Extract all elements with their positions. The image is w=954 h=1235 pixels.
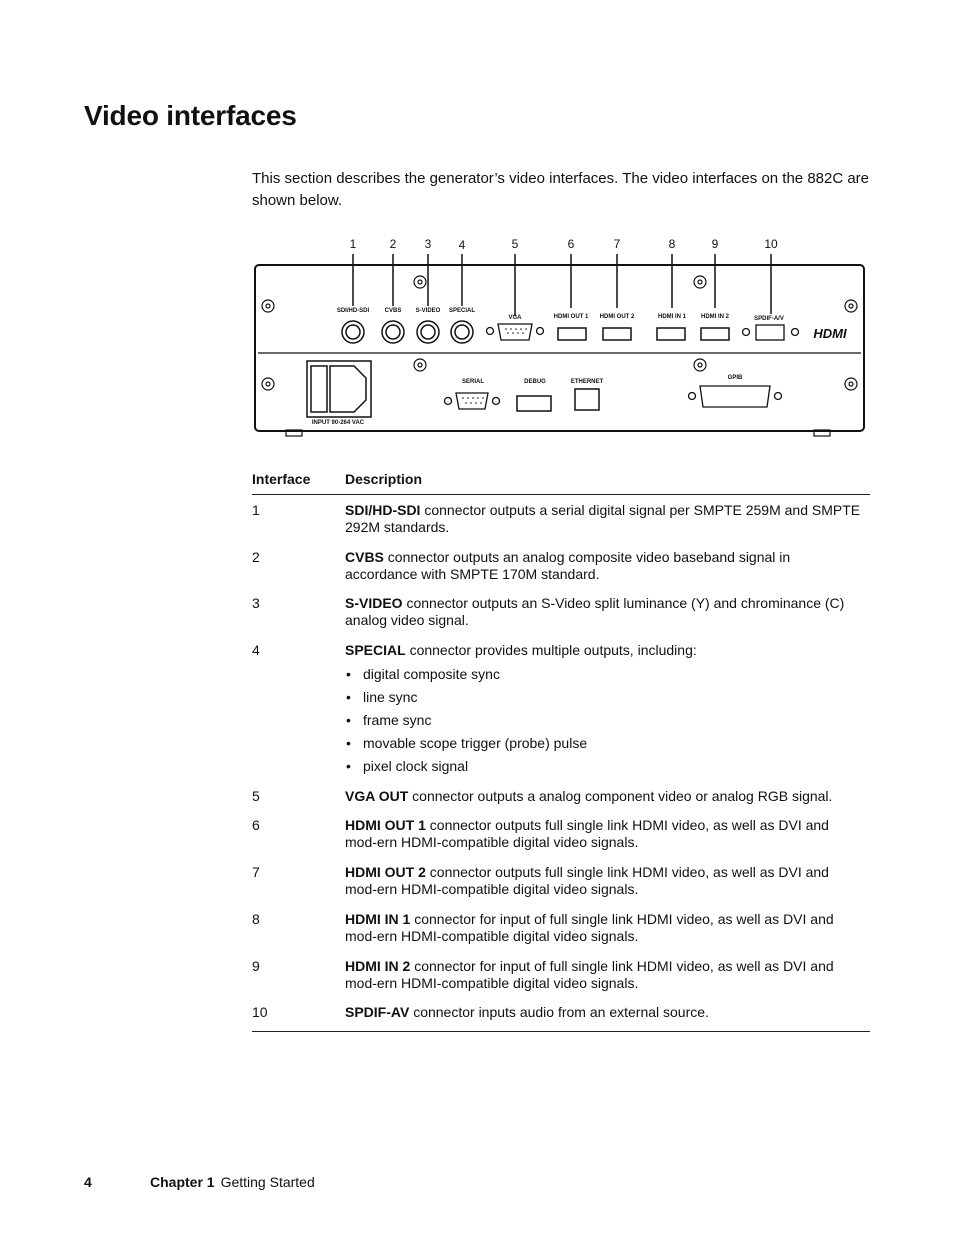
- table-row: [252, 595, 870, 629]
- rear-panel-diagram: [250, 232, 870, 444]
- row-term: SPDIF-AV: [345, 1004, 410, 1020]
- row-term: HDMI IN 2: [345, 958, 411, 974]
- label-hdmi-out-1: HDMI OUT 1: [553, 314, 589, 320]
- row-number: 1: [252, 502, 260, 518]
- row-number: 5: [252, 788, 260, 804]
- row-description: [345, 549, 870, 583]
- callout-10: 10: [764, 237, 778, 251]
- screws: [262, 276, 857, 390]
- label-gpib: GPIB: [727, 375, 743, 381]
- connector-hdmi-in-1: [657, 328, 685, 340]
- row-description: [345, 788, 870, 805]
- row-text: connector for input of full single link HDMI video, as well as DVI and mod-ern HDMI-compatible digital video signals.: [345, 958, 834, 991]
- callout-4: 4: [458, 238, 466, 252]
- callout-5: 5: [511, 237, 519, 251]
- bullet-list: [345, 666, 864, 775]
- row-text: connector outputs an analog composite video baseband signal in accordance with SMPTE 170M standard.: [345, 549, 791, 582]
- callout-7: 7: [613, 237, 621, 251]
- row-text: connector outputs a analog component video or analog RGB signal.: [408, 788, 833, 804]
- interface-table: [252, 468, 870, 1032]
- label-hdmi-in-2: HDMI IN 2: [700, 314, 730, 320]
- row-text: connector for input of full single link HDMI video, as well as DVI and mod-ern HDMI-compatible digital video signals.: [345, 911, 834, 944]
- row-number: 3: [252, 595, 260, 611]
- row-description: [345, 595, 870, 629]
- connector-debug: [517, 396, 551, 411]
- row-description: [345, 911, 870, 945]
- connector-spdif: [743, 325, 799, 340]
- row-text: connector outputs full single link HDMI video, as well as DVI and mod-ern HDMI-compatible digital video signals.: [345, 864, 829, 897]
- chapter-title: Getting Started: [220, 1174, 315, 1190]
- connector-hdmi-out-2: [603, 328, 631, 340]
- row-description: [345, 864, 870, 898]
- connector-gpib: [689, 386, 782, 407]
- table-row: [252, 549, 870, 583]
- label-debug: DEBUG: [524, 379, 546, 385]
- chassis-outline: [255, 265, 864, 431]
- table-bottom-rule: [252, 1031, 870, 1032]
- label-spdif: SPDIF-A/V: [754, 316, 784, 322]
- table-row: [252, 817, 870, 851]
- callout-9: 9: [711, 237, 719, 251]
- table-row: [252, 1004, 870, 1021]
- connector-ethernet: [575, 389, 599, 410]
- bnc-connectors: [342, 321, 473, 343]
- callout-3: 3: [424, 237, 432, 251]
- hdmi-ports: [558, 328, 729, 340]
- label-vga: VGA: [508, 315, 522, 321]
- connector-vga: [487, 324, 544, 340]
- power-inlet: [307, 361, 371, 417]
- label-svideo: S-VIDEO: [415, 308, 441, 314]
- label-hdmi-in-1: HDMI IN 1: [657, 314, 687, 320]
- row-term: HDMI OUT 1: [345, 817, 426, 833]
- label-power-input: INPUT 90-264 VAC: [311, 420, 365, 426]
- row-term: CVBS: [345, 549, 384, 565]
- row-number: 4: [252, 642, 260, 658]
- label-special: SPECIAL: [448, 308, 476, 314]
- label-hdmi-out-2: HDMI OUT 2: [599, 314, 635, 320]
- row-text: connector outputs an S-Video split luminance (Y) and chrominance (C) analog video signal.: [345, 595, 845, 628]
- table-row: [252, 911, 870, 945]
- label-cvbs: CVBS: [384, 308, 402, 314]
- row-number: 8: [252, 911, 260, 927]
- intro-paragraph: This section describes the generator’s video interfaces. The video interfaces on the 882C are shown below.: [252, 170, 870, 209]
- row-number: 2: [252, 549, 260, 565]
- connector-serial: [445, 393, 500, 409]
- bullet-item: • pixel clock signal: [345, 758, 864, 775]
- row-text: connector outputs full single link HDMI video, as well as DVI and mod-ern HDMI-compatible digital video signals.: [345, 817, 829, 850]
- row-term: HDMI OUT 2: [345, 864, 426, 880]
- row-number: 6: [252, 817, 260, 833]
- connector-hdmi-out-1: [558, 328, 586, 340]
- row-term: S-VIDEO: [345, 595, 403, 611]
- label-serial: SERIAL: [461, 379, 485, 385]
- table-row: [252, 502, 870, 536]
- row-text: connector inputs audio from an external source.: [409, 1004, 709, 1020]
- chapter-heading: [150, 1174, 315, 1190]
- callout-leaders: [353, 254, 771, 316]
- row-description: [345, 817, 870, 851]
- row-term: HDMI IN 1: [345, 911, 411, 927]
- callout-1: 1: [349, 237, 357, 251]
- chapter-label: Chapter 1: [150, 1174, 215, 1190]
- row-term: SDI/HD-SDI: [345, 502, 421, 518]
- header-interface: Interface: [252, 471, 311, 487]
- row-description: [345, 1004, 870, 1021]
- header-description: Description: [345, 471, 423, 487]
- callout-2: 2: [389, 237, 397, 251]
- page-number: 4: [84, 1174, 92, 1190]
- bullet-item: • frame sync: [345, 712, 864, 729]
- label-ethernet: ETHERNET: [570, 379, 604, 385]
- bullet-item: • movable scope trigger (probe) pulse: [345, 735, 864, 752]
- table-row: [252, 958, 870, 992]
- row-number: 10: [252, 1004, 268, 1020]
- bullet-item: • line sync: [345, 689, 864, 706]
- connector-hdmi-in-2: [701, 328, 729, 340]
- row-text: connector outputs a serial digital signal per SMPTE 259M and SMPTE 292M standards.: [345, 502, 861, 535]
- label-sdi: SDI/HD-SDI: [336, 308, 370, 314]
- callout-8: 8: [668, 237, 676, 251]
- row-number: 9: [252, 958, 260, 974]
- row-description: [345, 642, 870, 781]
- row-description: [345, 958, 870, 992]
- table-header: [252, 468, 870, 495]
- rear-panel-figure: [250, 232, 870, 444]
- callout-6: 6: [567, 237, 575, 251]
- bullet-item: • digital composite sync: [345, 666, 864, 683]
- row-number: 7: [252, 864, 260, 880]
- row-term: SPECIAL: [345, 642, 406, 658]
- page-title: Video interfaces: [84, 100, 297, 131]
- row-term: VGA OUT: [345, 788, 409, 804]
- table-row: [252, 864, 870, 898]
- hdmi-logo: HDMI: [813, 326, 847, 341]
- table-row: [252, 788, 870, 805]
- table-row: [252, 642, 870, 781]
- row-description: [345, 502, 870, 536]
- row-text: connector provides multiple outputs, including:: [405, 642, 697, 658]
